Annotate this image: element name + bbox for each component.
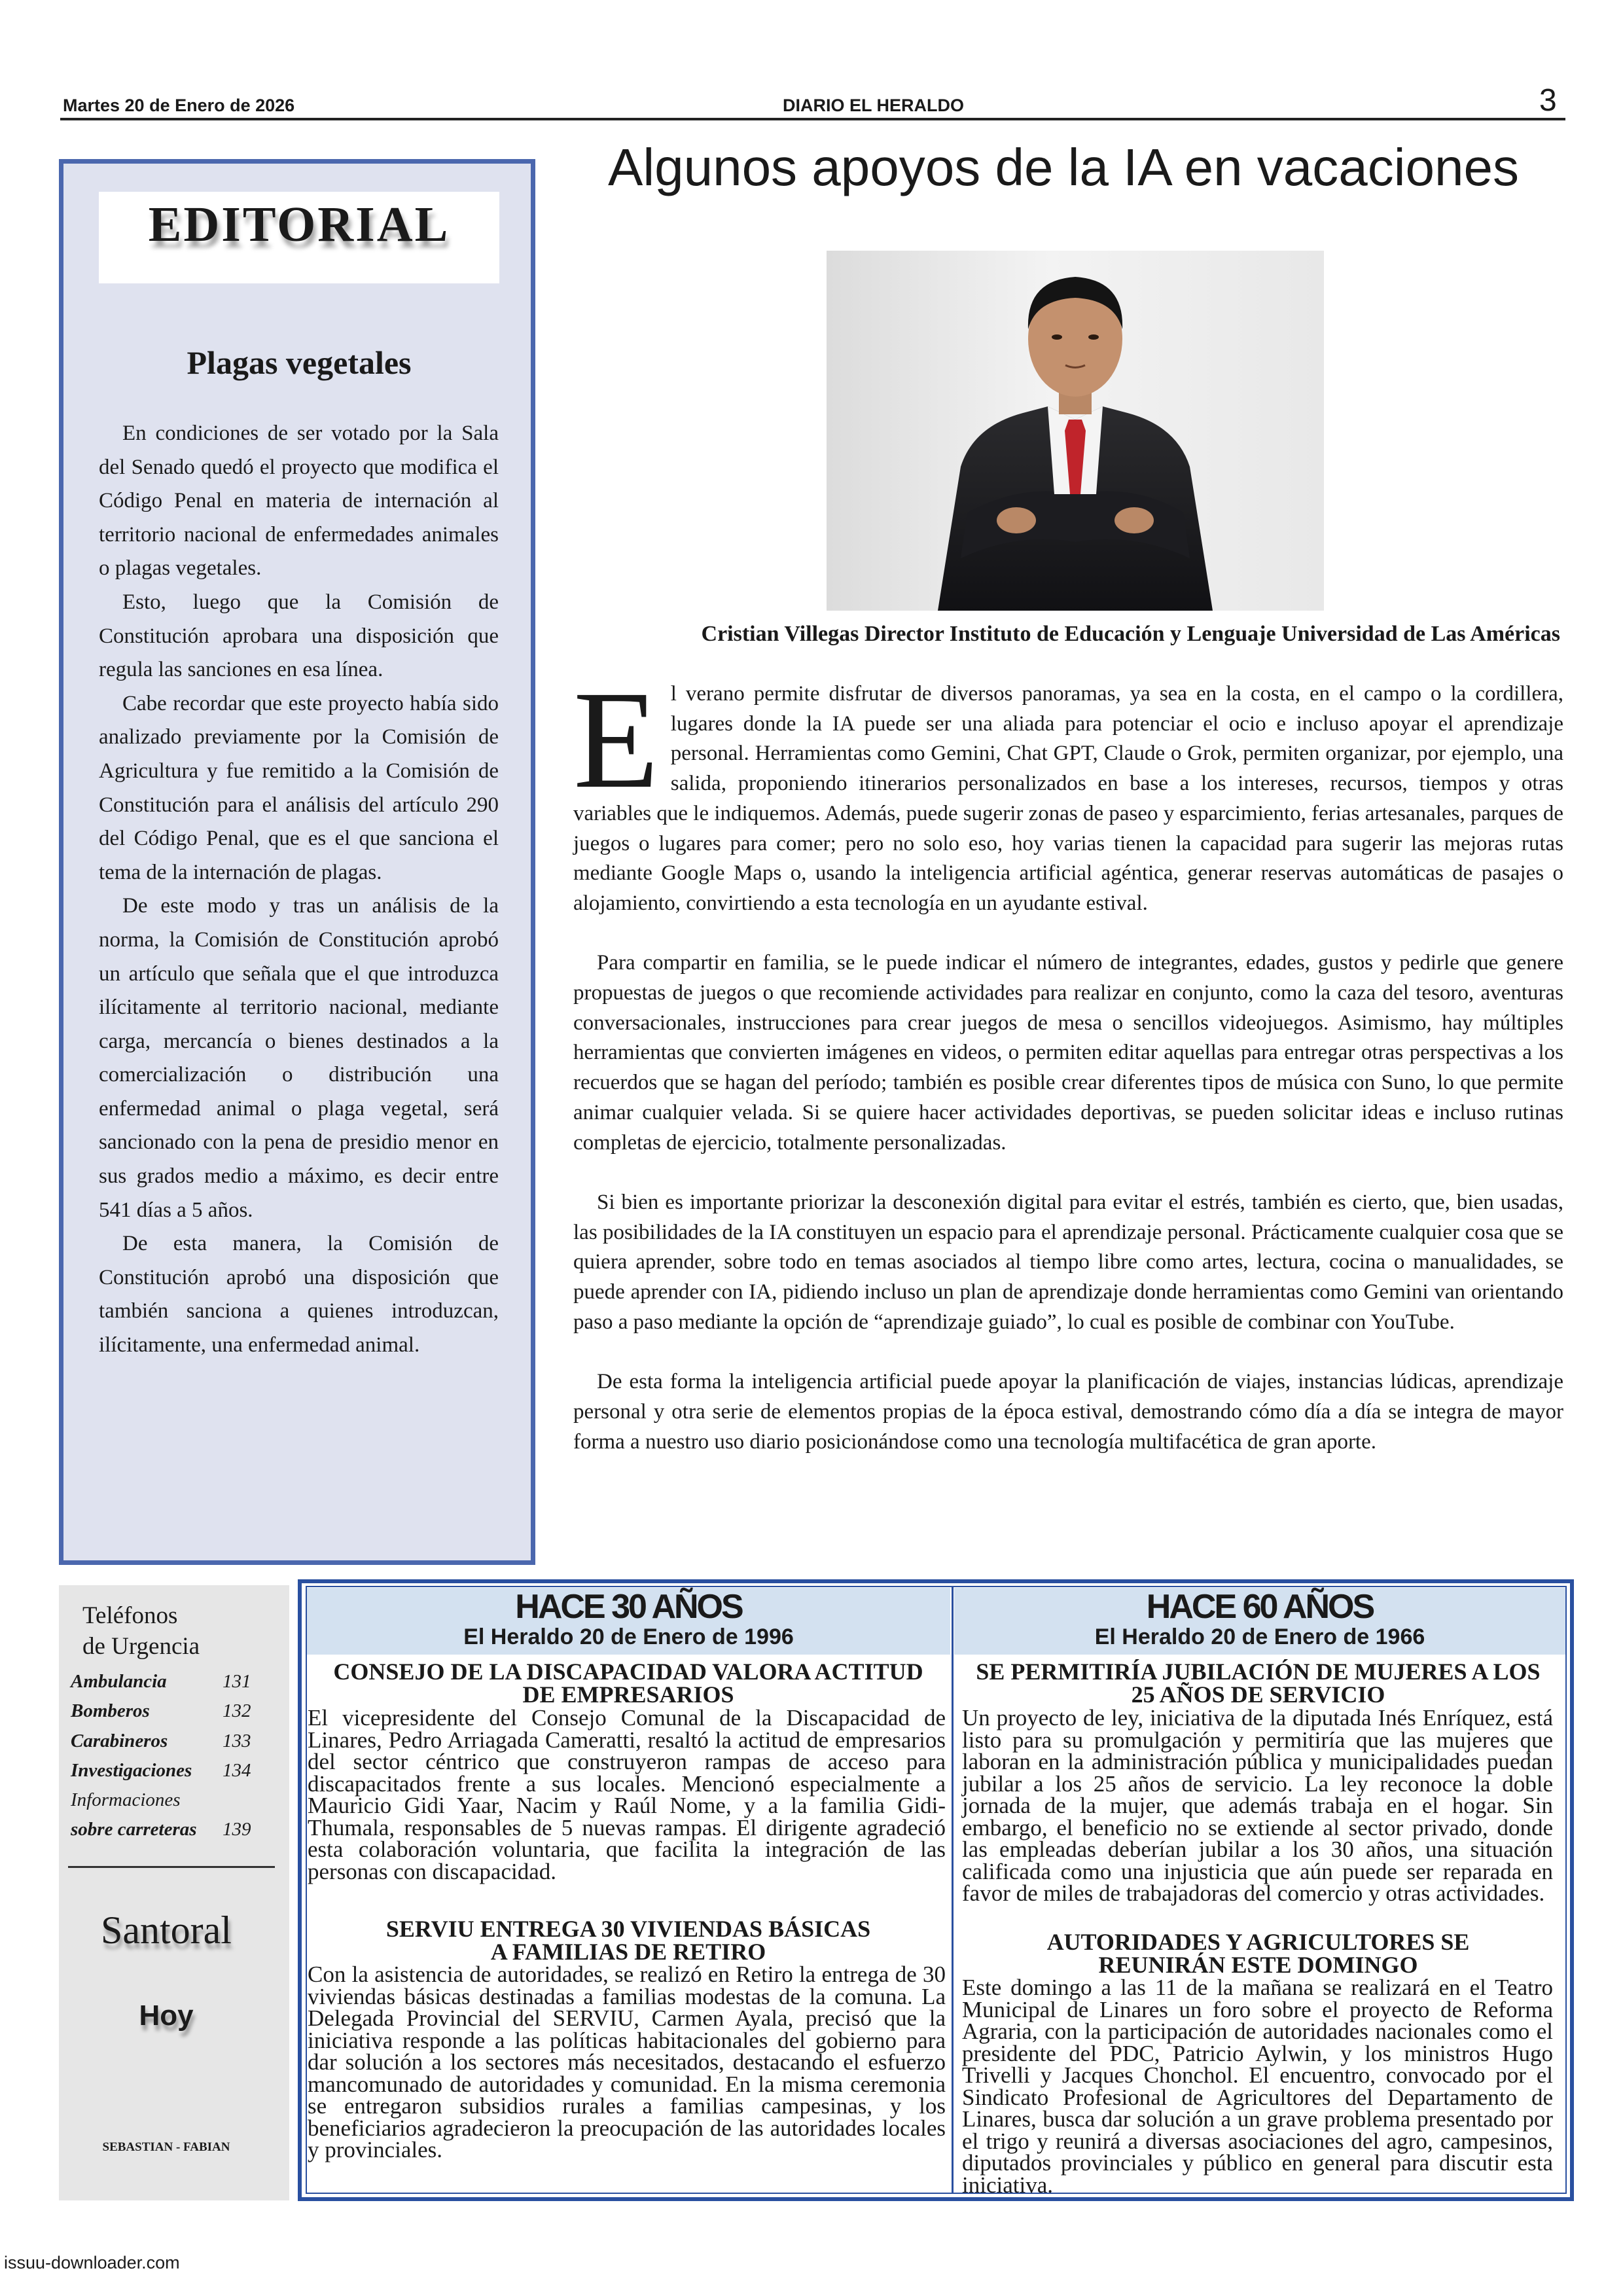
news-headline-line: AUTORIDADES Y AGRICULTORES SE bbox=[1046, 1929, 1470, 1955]
header-newspaper-name: DIARIO EL HERALDO bbox=[783, 96, 965, 115]
footer-source: issuu-downloader.com bbox=[4, 2253, 180, 2272]
editorial-paragraph: Cabe recordar que este proyecto había sido analizado previamente por la Comisión de Agricultura y fue remitido a la Comisión de Constitución para el análisis del artículo 290 del Código Penal, que es el que sanciona el tema de la internación de plagas. bbox=[99, 691, 499, 884]
news-headline bbox=[962, 1660, 1554, 1706]
urgencia-number: 139 bbox=[223, 1819, 251, 1840]
news-headline-line: SE PERMITIRÍA JUBILACIÓN DE MUJERES A LOS bbox=[976, 1659, 1541, 1685]
article-body bbox=[573, 662, 1563, 1457]
hace30-title: HACE 30 AÑOS bbox=[515, 1588, 742, 1626]
news-headline-line: REUNIRÁN ESTE DOMINGO bbox=[1098, 1952, 1418, 1978]
news-headline-line: 25 AÑOS DE SERVICIO bbox=[1131, 1681, 1385, 1708]
hace-divider bbox=[952, 1586, 954, 2194]
urgencia-name: Investigaciones bbox=[71, 1759, 192, 1781]
urgencia-info-label: Informaciones bbox=[71, 1789, 181, 1811]
urgencias-title-line: Teléfonos bbox=[82, 1602, 178, 1629]
article-title: Algunos apoyos de la IA en vacaciones bbox=[607, 138, 1520, 196]
editorial-title: Plagas vegetales bbox=[187, 344, 412, 381]
news-headline-line: DE EMPRESARIOS bbox=[522, 1681, 734, 1708]
urgencia-number: 131 bbox=[223, 1671, 251, 1692]
drop-cap: E bbox=[573, 662, 659, 817]
urgencias-list bbox=[71, 1667, 267, 1845]
urgencia-name: sobre carreteras bbox=[71, 1819, 197, 1840]
header-page-number: 3 bbox=[1539, 83, 1557, 118]
hace60-subtitle: El Heraldo 20 de Enero de 1966 bbox=[1094, 1624, 1425, 1649]
editorial-paragraph: Esto, luego que la Comisión de Constitución aprobara una disposición que regula las sanciones en esa línea. bbox=[99, 590, 499, 682]
editorial-paragraph: De esta manera, la Comisión de Constitución aprobó una disposición que también sanciona a quienes introduzcan, ilícitamente, una enfermedad animal. bbox=[99, 1232, 499, 1357]
hace30-subtitle: El Heraldo 20 de Enero de 1996 bbox=[463, 1624, 794, 1649]
editorial-label: EDITORIAL bbox=[148, 197, 450, 252]
urgencia-number: 133 bbox=[223, 1730, 251, 1751]
news-headline bbox=[308, 1660, 949, 1706]
news-body: El vicepresidente del Consejo Comunal de la Discapacidad de Linares, Pedro Arriagada Cameratti, resaltó la actitud de empresarios del sector céntrico que construyeron rampas de acceso para discapacitados frente a sus locales. Mencionó especialmente a Mauricio Gidi Yaar, Nacim y Raúl Nome, y a la familia Gidi-Thumala, responsables de 5 nuevas rampas. El dirigente agradeció esta colaboración voluntaria, que facilita la integración de las personas con discapacidad. bbox=[308, 1705, 946, 1884]
urgencia-row bbox=[71, 1756, 267, 1785]
article-paragraph: De esta forma la inteligencia artificial puede apoyar la planificación de viajes, instancias lúdicas, aprendizaje personal y otra serie de elementos propias de la época estival, demostrando cómo día a día se integra de mayor forma a nuestro uso diario posicionándose como una tecnología multifacética de gran aporte. bbox=[573, 1370, 1563, 1454]
urgencias-title-line: de Urgencia bbox=[82, 1633, 200, 1660]
news-headline-line: A FAMILIAS DE RETIRO bbox=[490, 1939, 766, 1965]
editorial-paragraph: De este modo y tras un análisis de la norma, la Comisión de Constitución aprobó un artículo que señala que el que introduzca ilícitamente al territorio nacional, mediante carga, mercancía o bienes destinados a la comercialización o distribución una enfermedad animal o plaga vegetal, será sancionado con la pena de presidio menor en sus grados medio a máximo, es decir entre 541 días a 5 años. bbox=[99, 894, 499, 1222]
urgencia-number: 132 bbox=[223, 1700, 251, 1722]
urgencia-row bbox=[71, 1696, 267, 1726]
article-paragraph: Para compartir en familia, se le puede indicar el número de integrantes, edades, gustos y pedirle que genere propuestas de juegos o que recomiende actividades para realizar en conjunto, como la caza del tesoro, aventuras conversacionales, instrucciones para crear juegos de mesa o sencillos videojuegos. Asimismo, hay múltiples herramientas que convierten imágenes en videos, o permiten editar aquellas para entregar otras perspectivas a los recuerdos que se hagan del período; también es posible crear diferentes tipos de música con Suno, lo que permite animar cualquier velada. Si se quiere hacer actividades deportivas, se pueden solicitar ideas e incluso rutinas completas de ejercicio, totalmente personalizadas. bbox=[573, 951, 1563, 1155]
news-headline-line: SERVIU ENTREGA 30 VIVIENDAS BÁSICAS bbox=[385, 1916, 871, 1942]
santoral-label: Santoral bbox=[101, 1909, 232, 1952]
santoral-names: SEBASTIAN - FABIAN bbox=[102, 2140, 230, 2154]
author-photo bbox=[827, 251, 1324, 611]
article-first-paragraph: l verano permite disfrutar de diversos panoramas, ya sea en la costa, en el campo o la cordillera, lugares donde la IA puede ser una aliada para potenciar el ocio e incluso apoyar el aprendizaje personal. Herramientas como Gemini, Chat GPT, Claude o Grok, permiten organizar, por ejemplo, una salida, proponiendo itinerarios personalizados en base a los intereses, recursos, tiempos y otras variables que le indiquemos. Además, puede sugerir zonas de paseo y esparcimiento, ferias artesanales, parques de juegos o lugares para comer; pero no solo eso, hoy varias tienen la capacidad para sugerir las mejoras rutas mediante Google Maps o, usando la inteligencia artificial agéntica, generar reservas automáticas de pasajes o alojamiento, convirtiendo a esta tecnología en un ayudante estival. bbox=[573, 682, 1563, 915]
urgencia-number: 134 bbox=[223, 1759, 251, 1781]
santoral-today: Hoy bbox=[139, 2000, 194, 2032]
urgencia-name: Ambulancia bbox=[71, 1671, 167, 1692]
header-date: Martes 20 de Enero de 2026 bbox=[63, 96, 295, 115]
sidebar-divider bbox=[68, 1866, 275, 1868]
news-headline bbox=[308, 1918, 949, 1964]
header-rule bbox=[60, 118, 1565, 120]
news-body: Este domingo a las 11 de la mañana se realizará en el Teatro Municipal de Linares un foro sobre el proyecto de Reforma Agraria, con la participación de autoridades nacionales como el presidente del PDC, Patricio Aylwin, y los ministros Hugo Trivelli y Jacques Chonchol. El encuentro, convocado por el Sindicato Profesional de Agricultores del Departamento de Linares, busca dar solución a un grave problema presentado por el trigo y reunirá a diversas asociaciones del agro, campesinos, diputados provinciales y público en general para discutir esta iniciativa. bbox=[962, 1975, 1553, 2198]
editorial-paragraph: En condiciones de ser votado por la Sala del Senado quedó el proyecto que modifica el Código Penal en materia de internación al territorio nacional de enfermedades animales o plagas vegetales. bbox=[99, 422, 499, 581]
news-headline bbox=[962, 1931, 1554, 1977]
urgencia-row bbox=[71, 1815, 267, 1844]
article-paragraph: Si bien es importante priorizar la desconexión digital para evitar el estrés, también es cierto, que, bien usadas, las posibilidades de la IA constituyen un espacio para el aprendizaje personal. Prácticamente cualquier cosa que se quiera aprender, sobre todo en temas asociados al tiempo libre como artes, lectura, cocina o manualidades, se puede aprender con IA, pidiendo incluso un plan de aprendizaje donde herramientas como Gemini van orientando paso a paso mediante la opción de “aprendizaje guiado”, lo cual es posible de combinar con YouTube. bbox=[573, 1190, 1563, 1334]
urgencia-name: Carabineros bbox=[71, 1730, 168, 1751]
news-headline-line: CONSEJO DE LA DISCAPACIDAD VALORA ACTITUD bbox=[333, 1659, 923, 1685]
urgencia-name: Bomberos bbox=[71, 1700, 150, 1722]
article-paragraph bbox=[573, 662, 1563, 919]
hace60-title: HACE 60 AÑOS bbox=[1146, 1588, 1374, 1626]
photo-caption: Cristian Villegas Director Instituto de Educación y Lenguaje Universidad de Las Américas bbox=[701, 622, 1560, 646]
news-body: Un proyecto de ley, iniciativa de la diputada Inés Enríquez, está listo para su promulgación y permitiría que las mujeres que laboran en la administración pública y municipalidades puedan jubilar a los 25 años de servicio. La ley reconoce la doble jornada de la mujer, que además trabaja en el hogar. Sin embargo, el beneficio no se extiende al sector privado, donde las empleadas deberían jubilar a los 30 años, una situación calificada como una injusticia que aún puede ser reparada en favor de miles de trabajadoras del comercio y otras actividades. bbox=[962, 1705, 1553, 1906]
urgencia-row bbox=[71, 1727, 267, 1756]
editorial-body bbox=[99, 417, 499, 1363]
author-portrait-icon bbox=[827, 251, 1324, 611]
urgencia-info-row bbox=[71, 1785, 267, 1815]
news-body: Con la asistencia de autoridades, se realizó en Retiro la entrega de 30 viviendas básicas destinadas a familias modestas de la comuna. La Delegada Provincial del SERVIU, Carmen Ayala, precisó que la iniciativa responde a las políticas habitacionales del gobierno para dar solución a los sectores más necesitados, destacando el esfuerzo mancomunado de autoridades y comunidad. En la misma ceremonia se entregaron subsidios rurales a familias campesinas, y los beneficiarios agradecieron la preocupación de las autoridades locales y provinciales. bbox=[308, 1962, 946, 2162]
urgencias-title bbox=[82, 1600, 200, 1662]
urgencia-row bbox=[71, 1667, 267, 1696]
